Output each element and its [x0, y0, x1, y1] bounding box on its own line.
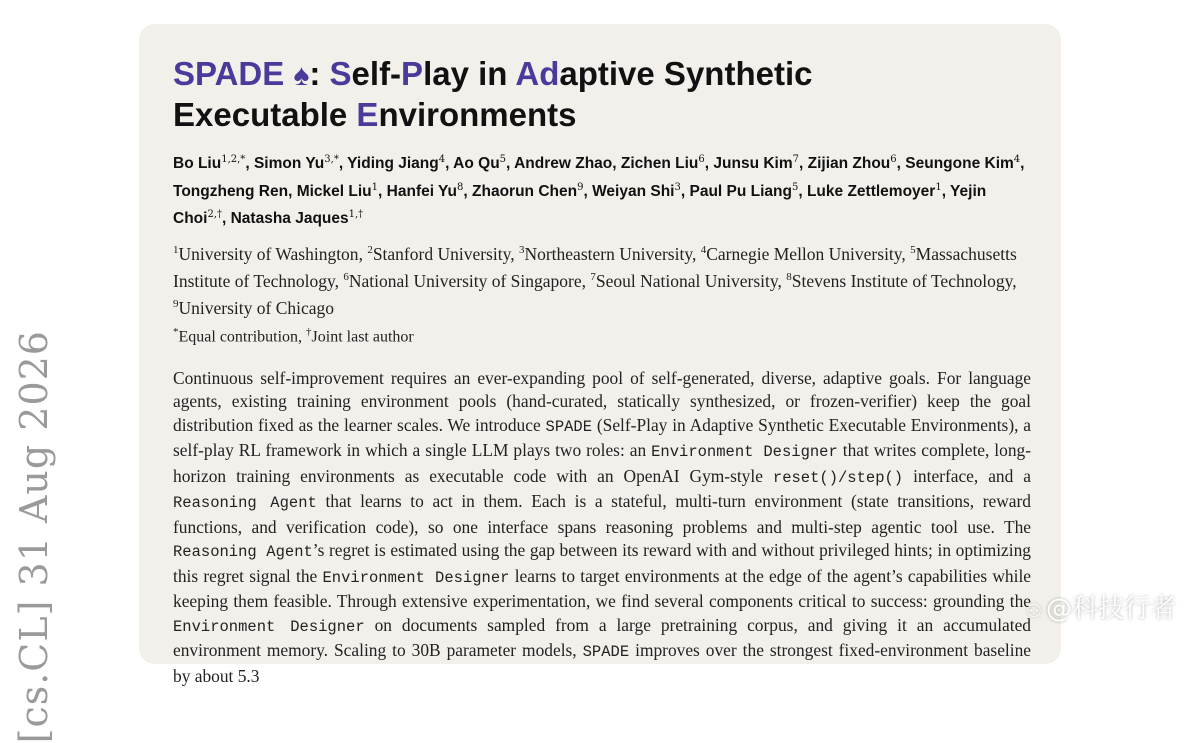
abstract-code-term: reset()/step()	[772, 468, 904, 487]
author-name: Zichen Liu	[620, 155, 699, 173]
author-name: Yejin Choi	[173, 182, 987, 228]
author-affiliation-marker: 1	[371, 181, 379, 193]
author-list: Bo Liu$^{1,2,*}$, Simon $Yu^{3,*}$, Yiding Jiang$^4$, Ao Qu$^5$, Andrew Zhao, Zichen Liu$^6$, Junsu Kim$^7$, Zijian Zhou$^6$, Seungone Kim$^4$, Tongzheng Ren, Mickel Liu$^1$, Hanfei Yu$^8$, Zhaorun Chen$^9$, Weiyan Shi$^3$, Paul Pu Liang$^5$, Luke Zettlemoyer$^1$, Yejin Choi$^{2,\dagger}$, Natasha Jaques$^{1,\dagger}$	[173, 154, 1025, 228]
author	[453, 155, 506, 172]
author-affiliation-marker: 5	[791, 181, 799, 193]
author-name: Ao Qu	[453, 155, 500, 173]
title-hl-s: S	[329, 55, 352, 92]
abstract-code-term: Reasoning Agent	[173, 494, 317, 513]
affiliation	[519, 244, 692, 264]
affiliation-marker: 9	[173, 298, 179, 311]
equal-symbol: *	[173, 325, 179, 338]
paper-content	[173, 54, 1033, 688]
author-affiliation-marker: 1,†	[348, 209, 364, 221]
author-name: Weiyan Shi	[592, 182, 675, 200]
paper-header-panel	[139, 24, 1061, 686]
affiliation-marker: 1	[173, 243, 179, 256]
abstract-text: interface, and a	[903, 465, 1031, 486]
abstract-text: ’s regret is estimated using the gap between its reward with and without privileged hints; in optimizing this regret signal the	[173, 540, 1031, 586]
affiliation-name: Stanford University	[372, 243, 511, 264]
author	[713, 155, 799, 172]
equal-contribution-note: Equal contribution,	[178, 328, 307, 346]
author-affiliation-marker: 1	[935, 181, 942, 193]
watermark-logo-icon: ⚇	[1025, 601, 1042, 622]
affiliation-marker: 3	[518, 243, 525, 256]
watermark	[1026, 588, 1176, 625]
author-affiliation-marker: 5	[499, 154, 507, 165]
abstract-code-term: Environment Designer	[173, 617, 365, 636]
affiliation	[343, 271, 581, 291]
author-affiliation-marker: 7	[792, 154, 799, 165]
abstract-text: that writes complete, long-horizon training environments as executable code with an OpenAI Gym-style	[173, 440, 1032, 486]
affiliation-marker: 7	[590, 271, 596, 284]
author	[807, 183, 942, 200]
author-name: Andrew Zhao	[514, 155, 613, 173]
affiliation-marker: 5	[910, 243, 916, 256]
affiliation-list: $^1$University of Washington, $^2$Stanford University, $^3$Northeastern University, $^4$Carnegie Mellon University, $^5$Massachusetts Institute of Technology, $^6$National University of Singapore, $^7$Seoul National University, $^8$Stevens Institute of Technology, $^9$University of Chicago	[173, 243, 1017, 319]
author-affiliation-marker: 3,*	[324, 154, 339, 165]
abstract-text: that learns to act in them. Each is a stateful, multi-turn environment (state transitions, reward functions, and verification code), so one interface spans reasoning problems and multi-step agentic tool use. The	[173, 491, 1031, 537]
affiliation	[701, 244, 902, 264]
author	[173, 183, 288, 200]
author	[514, 155, 612, 172]
author	[472, 183, 583, 200]
affiliation	[367, 244, 510, 264]
author-name: Tongzheng Ren	[173, 182, 289, 200]
author-name: Bo Liu	[173, 155, 222, 173]
abstract-text: learns to target environments at the edge of the agent’s capabilities while keeping them feasible. Through extensive experimentation, we find several components critical to success: grounding the	[173, 565, 1031, 612]
affiliation-name: Northeastern University	[524, 243, 692, 264]
author	[689, 183, 798, 200]
paper-title	[173, 54, 1033, 134]
author	[621, 155, 705, 172]
author	[254, 155, 339, 172]
title-part: Executable	[173, 96, 357, 133]
abstract-code-term: SPADE	[545, 417, 593, 436]
affiliation-marker: 8	[786, 271, 792, 284]
affiliation-marker: 4	[700, 243, 707, 256]
affiliations	[173, 239, 1033, 349]
author	[808, 155, 897, 172]
author	[387, 183, 464, 200]
affiliation-name: Seoul National University	[595, 271, 778, 292]
affiliation-name: Stevens Institute of Technology	[791, 271, 1013, 292]
author-affiliation-marker: 4	[1013, 154, 1021, 165]
arxiv-side-stamp	[12, 0, 100, 743]
author-name: Zhaorun Chen	[472, 182, 578, 200]
author-name: Seungone Kim	[905, 155, 1014, 173]
abstract-code-term: Reasoning Agent	[173, 543, 313, 562]
title-part: aptive Synthetic	[559, 55, 813, 92]
affiliation-name: Massachusetts Institute of Technology	[173, 243, 1017, 292]
author-affiliation-marker: 1,2,*	[221, 154, 246, 165]
author-name: Luke Zettlemoyer	[806, 182, 936, 200]
author-name: Simon Yu	[253, 155, 325, 173]
author-notes	[173, 321, 1033, 349]
abstract-text: Continuous self-improvement requires an ever-expanding pool of self-generated, diverse, adaptive goals. For language agents, existing training environment pools (hand-curated, statically synthesized, or frozen-verifier) keep the goal distribution fixed as the learner scales. We introduce	[173, 367, 1031, 435]
author	[173, 155, 245, 172]
author-affiliation-marker: 2,†	[207, 209, 222, 221]
title-hl-e: E	[356, 96, 379, 133]
author-affiliation-marker: 3	[674, 181, 681, 193]
affiliation-name: University of Chicago	[178, 298, 335, 319]
affiliation-name: National University of Singapore	[348, 271, 582, 292]
abstract-code-term: SPADE	[582, 643, 630, 662]
author	[347, 155, 445, 172]
author-name: Zijian Zhou	[807, 155, 891, 173]
author-name: Natasha Jaques	[230, 210, 349, 228]
affiliation	[173, 298, 334, 318]
author-name: Hanfei Yu	[386, 182, 458, 200]
affiliation	[173, 244, 359, 264]
title-colon: :	[309, 55, 330, 92]
title-part: lay in	[423, 55, 516, 92]
abstract-code-term: Environment Designer	[651, 443, 838, 462]
author-affiliation-marker: 4	[438, 154, 446, 165]
watermark-text: @科技行者	[1045, 594, 1176, 624]
author	[592, 183, 681, 200]
author	[905, 155, 1020, 172]
affiliation-name: Carnegie Mellon University	[706, 243, 902, 264]
author-affiliation-marker: 6	[698, 154, 705, 165]
affiliation-marker: 6	[343, 271, 349, 284]
title-hl-p: P	[401, 55, 424, 92]
title-hl-ad: Ad	[515, 55, 560, 92]
spade-icon: ♠	[293, 59, 310, 92]
title-part: nvironments	[378, 96, 577, 133]
title-spade: SPADE	[173, 55, 285, 92]
abstract-text: improves over the strongest fixed-environment baseline by about 5.3	[173, 640, 1032, 686]
abstract-text: on documents sampled from a large pretraining corpus, and giving it an accumulated environment memory. Scaling to 30B parameter models,	[173, 614, 1031, 661]
author-name: Junsu Kim	[713, 155, 793, 173]
author-affiliation-marker: 8	[457, 181, 464, 193]
author	[231, 210, 364, 227]
affiliation	[786, 271, 1012, 291]
title-part: elf-	[351, 55, 402, 92]
author-affiliation-marker: 9	[577, 181, 584, 193]
author	[297, 183, 378, 200]
author-name: Mickel Liu	[296, 182, 372, 200]
affiliation-marker: 2	[367, 243, 373, 256]
abstract-text: (Self-Play in Adaptive Synthetic Executable Environments), a self-play RL framework in which a single LLM plays two roles: an	[173, 414, 1032, 461]
joint-last-author-note: Joint last author	[311, 328, 414, 346]
author-name: Paul Pu Liang	[689, 182, 792, 200]
author-affiliation-marker: 6	[890, 154, 897, 165]
arxiv-stamp-text: [cs.CL] 31 Aug 2026	[12, 330, 56, 743]
affiliation	[590, 271, 777, 291]
abstract-code-term: Environment Designer	[322, 568, 510, 587]
joint-symbol: †	[306, 325, 312, 338]
author-name: Yiding Jiang	[347, 155, 439, 173]
abstract	[173, 367, 1031, 689]
affiliation-name: University of Washington	[178, 243, 359, 264]
